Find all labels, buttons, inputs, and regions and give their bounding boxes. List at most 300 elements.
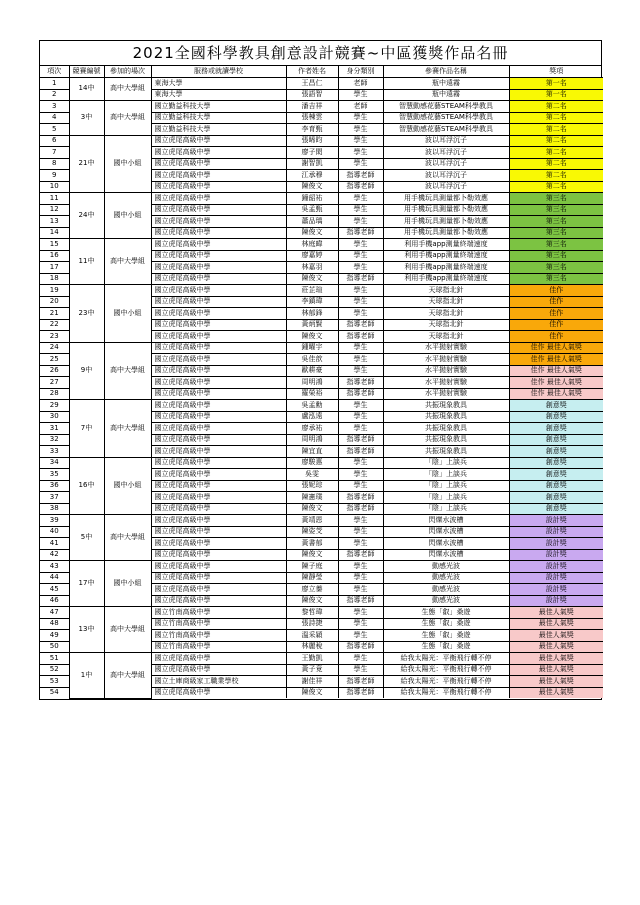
cell-work: 閃爍水波槽 <box>383 538 509 550</box>
cell-author: 江承穆 <box>286 170 338 182</box>
cell-school: 國立虎尾高級中學 <box>151 549 286 561</box>
cell-role: 指導老師 <box>338 377 383 389</box>
cell-role: 學生 <box>338 515 383 527</box>
cell-code: 1中 <box>69 653 104 699</box>
cell-no: 22 <box>40 319 69 331</box>
cell-award: 創意獎 <box>509 446 603 458</box>
cell-code: 17中 <box>69 561 104 607</box>
cell-work: 水平拋射實驗 <box>383 365 509 377</box>
cell-work: 智慧動感花藝STEAM科學教具 <box>383 101 509 113</box>
cell-no: 3 <box>40 101 69 113</box>
cell-author: 鍾曜宇 <box>286 342 338 354</box>
cell-role: 學生 <box>338 664 383 676</box>
cell-award: 第一名 <box>509 89 603 101</box>
cell-award: 佳作 最佳人氣獎 <box>509 377 603 389</box>
cell-school: 國立虎尾高級中學 <box>151 365 286 377</box>
cell-role: 指導老師 <box>338 676 383 688</box>
cell-session: 高中大學組 <box>104 607 151 653</box>
cell-school: 國立虎尾高級中學 <box>151 227 286 239</box>
cell-school: 國立勤益科技大學 <box>151 124 286 136</box>
cell-school: 國立虎尾高級中學 <box>151 170 286 182</box>
cell-author: 陳俊文 <box>286 273 338 285</box>
cell-role: 學生 <box>338 112 383 124</box>
cell-work: 利用手機app測量終端速度 <box>383 262 509 274</box>
cell-author: 李鎮瑋 <box>286 296 338 308</box>
cell-role: 學生 <box>338 342 383 354</box>
cell-role: 指導老師 <box>338 446 383 458</box>
cell-author: 周明鴻 <box>286 377 338 389</box>
cell-award: 第二名 <box>509 181 603 193</box>
cell-school: 國立虎尾高級中學 <box>151 687 286 698</box>
table-row <box>40 78 603 90</box>
cell-no: 12 <box>40 204 69 216</box>
cell-work: 共振現象教具 <box>383 446 509 458</box>
cell-author: 黃書郁 <box>286 538 338 550</box>
cell-work: 動感光波 <box>383 561 509 573</box>
cell-role: 學生 <box>338 607 383 619</box>
cell-session: 國中小組 <box>104 285 151 343</box>
cell-school: 國立虎尾高級中學 <box>151 423 286 435</box>
cell-school: 國立虎尾高級中學 <box>151 411 286 423</box>
cell-award: 最佳人氣獎 <box>509 653 603 665</box>
cell-author: 吳雯 <box>286 469 338 481</box>
cell-code: 16中 <box>69 457 104 515</box>
cell-work: 利用手機app測量終端速度 <box>383 250 509 262</box>
cell-no: 27 <box>40 377 69 389</box>
cell-award: 佳作 最佳人氣獎 <box>509 388 603 400</box>
cell-award: 創意獎 <box>509 457 603 469</box>
cell-author: 廖承祐 <box>286 423 338 435</box>
cell-award: 創意獎 <box>509 469 603 481</box>
cell-work: 波以耳浮沉子 <box>383 158 509 170</box>
cell-role: 指導老師 <box>338 492 383 504</box>
cell-work: 「陰」上談兵 <box>383 503 509 515</box>
cell-work: 「陰」上談兵 <box>383 480 509 492</box>
cell-work: 天球指北針 <box>383 308 509 320</box>
cell-school: 國立虎尾高級中學 <box>151 584 286 596</box>
cell-role: 學生 <box>338 526 383 538</box>
cell-author: 黎哲瑋 <box>286 607 338 619</box>
table-row <box>40 515 603 527</box>
cell-award: 最佳人氣獎 <box>509 676 603 688</box>
cell-award: 第三名 <box>509 204 603 216</box>
cell-no: 10 <box>40 181 69 193</box>
cell-work: 「陰」上談兵 <box>383 492 509 504</box>
cell-role: 指導老師 <box>338 549 383 561</box>
cell-work: 水平拋射實驗 <box>383 388 509 400</box>
cell-work: 生態「叡」桑遊 <box>383 607 509 619</box>
cell-no: 42 <box>40 549 69 561</box>
cell-role: 學生 <box>338 135 383 147</box>
cell-school: 國立虎尾高級中學 <box>151 135 286 147</box>
cell-no: 35 <box>40 469 69 481</box>
cell-work: 共振現象教具 <box>383 434 509 446</box>
cell-school: 國立虎尾高級中學 <box>151 250 286 262</box>
cell-work: 閃爍水波槽 <box>383 526 509 538</box>
table-row <box>40 101 603 113</box>
cell-no: 37 <box>40 492 69 504</box>
cell-school: 國立虎尾高級中學 <box>151 446 286 458</box>
cell-award: 佳作 <box>509 308 603 320</box>
cell-author: 張妮琮 <box>286 480 338 492</box>
cell-no: 46 <box>40 595 69 607</box>
cell-role: 學生 <box>338 285 383 297</box>
cell-award: 創意獎 <box>509 503 603 515</box>
cell-work: 生態「叡」桑遊 <box>383 618 509 630</box>
cell-award: 第三名 <box>509 216 603 228</box>
cell-role: 學生 <box>338 584 383 596</box>
cell-award: 佳作 最佳人氣獎 <box>509 342 603 354</box>
cell-author: 張詩捷 <box>286 618 338 630</box>
cell-work: 給我太陽光：平衡飛行轉不停 <box>383 664 509 676</box>
cell-work: 共振現象教具 <box>383 423 509 435</box>
cell-school: 國立虎尾高級中學 <box>151 296 286 308</box>
cell-work: 智慧動感花藝STEAM科學教具 <box>383 112 509 124</box>
cell-author: 潘吉祥 <box>286 101 338 113</box>
header-row <box>40 66 603 78</box>
cell-award: 設計獎 <box>509 595 603 607</box>
cell-school: 國立竹南高級中學 <box>151 618 286 630</box>
cell-no: 11 <box>40 193 69 205</box>
cell-school: 國立虎尾高級中學 <box>151 388 286 400</box>
cell-work: 利用手機app測量終端速度 <box>383 273 509 285</box>
cell-no: 23 <box>40 331 69 343</box>
cell-award: 創意獎 <box>509 423 603 435</box>
cell-author: 歐耕豪 <box>286 365 338 377</box>
cell-author: 林郁鋒 <box>286 308 338 320</box>
cell-session: 國中小組 <box>104 193 151 239</box>
cell-work: 動感光波 <box>383 584 509 596</box>
cell-award: 第三名 <box>509 250 603 262</box>
cell-school: 國立虎尾高級中學 <box>151 193 286 205</box>
cell-role: 學生 <box>338 124 383 136</box>
cell-school: 國立虎尾高級中學 <box>151 664 286 676</box>
cell-code: 3中 <box>69 101 104 136</box>
cell-no: 29 <box>40 400 69 412</box>
cell-no: 38 <box>40 503 69 515</box>
cell-code: 21中 <box>69 135 104 193</box>
header-no: 項次 <box>40 66 69 78</box>
cell-no: 54 <box>40 687 69 698</box>
cell-no: 16 <box>40 250 69 262</box>
cell-author: 陳俊文 <box>286 687 338 698</box>
cell-no: 51 <box>40 653 69 665</box>
cell-award: 設計獎 <box>509 538 603 550</box>
cell-author: 溫采穎 <box>286 630 338 642</box>
cell-award: 最佳人氣獎 <box>509 618 603 630</box>
cell-role: 學生 <box>338 538 383 550</box>
cell-work: 閃爍水波槽 <box>383 549 509 561</box>
cell-award: 創意獎 <box>509 411 603 423</box>
cell-role: 學生 <box>338 193 383 205</box>
cell-no: 47 <box>40 607 69 619</box>
cell-role: 學生 <box>338 204 383 216</box>
cell-school: 國立虎尾高級中學 <box>151 561 286 573</box>
cell-author: 鐘韶祐 <box>286 193 338 205</box>
cell-work: 用手機玩具測量都卜勒效應 <box>383 216 509 228</box>
cell-session: 國中小組 <box>104 135 151 193</box>
cell-award: 創意獎 <box>509 492 603 504</box>
cell-role: 學生 <box>338 630 383 642</box>
cell-award: 佳作 <box>509 296 603 308</box>
cell-role: 指導老師 <box>338 388 383 400</box>
cell-school: 國立虎尾高級中學 <box>151 204 286 216</box>
cell-code: 9中 <box>69 342 104 400</box>
cell-school: 國立虎尾高級中學 <box>151 492 286 504</box>
cell-role: 學生 <box>338 89 383 101</box>
cell-work: 利用手機app測量終端速度 <box>383 239 509 251</box>
cell-work: 動感光波 <box>383 572 509 584</box>
cell-school: 國立虎尾高級中學 <box>151 308 286 320</box>
header-code: 競賽編號 <box>69 66 104 78</box>
cell-work: 波以耳浮沉子 <box>383 181 509 193</box>
cell-award: 設計獎 <box>509 515 603 527</box>
cell-award: 創意獎 <box>509 400 603 412</box>
cell-work: 用手機玩具測量都卜勒效應 <box>383 193 509 205</box>
cell-school: 國立虎尾高級中學 <box>151 181 286 193</box>
cell-award: 第三名 <box>509 227 603 239</box>
cell-school: 國立竹南高級中學 <box>151 641 286 653</box>
page-title: 2021全國科學教具創意設計競賽~中區獲獎作品名冊 <box>40 41 601 66</box>
cell-work: 波以耳浮沉子 <box>383 135 509 147</box>
cell-author: 蕭品瑀 <box>286 216 338 228</box>
cell-school: 東海大學 <box>151 89 286 101</box>
cell-no: 20 <box>40 296 69 308</box>
cell-author: 林嘉羽 <box>286 262 338 274</box>
cell-award: 第三名 <box>509 193 603 205</box>
header-role: 身分類別 <box>338 66 383 78</box>
cell-author: 陳俊文 <box>286 331 338 343</box>
cell-role: 指導老師 <box>338 227 383 239</box>
cell-school: 國立勤益科技大學 <box>151 101 286 113</box>
cell-school: 國立虎尾高級中學 <box>151 457 286 469</box>
cell-award: 設計獎 <box>509 572 603 584</box>
cell-award: 佳作 <box>509 331 603 343</box>
cell-author: 廖立蓁 <box>286 584 338 596</box>
cell-no: 48 <box>40 618 69 630</box>
cell-award: 佳作 最佳人氣獎 <box>509 365 603 377</box>
cell-no: 34 <box>40 457 69 469</box>
cell-school: 國立虎尾高級中學 <box>151 147 286 159</box>
cell-code: 11中 <box>69 239 104 285</box>
cell-author: 莊芷瑄 <box>286 285 338 297</box>
cell-no: 17 <box>40 262 69 274</box>
cell-school: 國立虎尾高級中學 <box>151 158 286 170</box>
cell-no: 6 <box>40 135 69 147</box>
cell-code: 5中 <box>69 515 104 561</box>
cell-role: 指導老師 <box>338 434 383 446</box>
cell-no: 33 <box>40 446 69 458</box>
cell-no: 18 <box>40 273 69 285</box>
cell-school: 國立虎尾高級中學 <box>151 434 286 446</box>
cell-no: 14 <box>40 227 69 239</box>
cell-author: 陳子庭 <box>286 561 338 573</box>
cell-role: 學生 <box>338 572 383 584</box>
cell-role: 學生 <box>338 469 383 481</box>
cell-role: 學生 <box>338 411 383 423</box>
cell-no: 44 <box>40 572 69 584</box>
cell-role: 學生 <box>338 561 383 573</box>
cell-no: 13 <box>40 216 69 228</box>
cell-school: 國立虎尾高級中學 <box>151 653 286 665</box>
cell-author: 張棟雲 <box>286 112 338 124</box>
cell-award: 第二名 <box>509 101 603 113</box>
cell-author: 陳靜瑩 <box>286 572 338 584</box>
cell-work: 動感光波 <box>383 595 509 607</box>
table-row <box>40 400 603 412</box>
cell-author: 陳憲璞 <box>286 492 338 504</box>
cell-school: 國立虎尾高級中學 <box>151 285 286 297</box>
cell-no: 7 <box>40 147 69 159</box>
cell-session: 高中大學組 <box>104 239 151 285</box>
table-row <box>40 193 603 205</box>
cell-no: 31 <box>40 423 69 435</box>
cell-author: 王勤凱 <box>286 653 338 665</box>
cell-award: 最佳人氣獎 <box>509 607 603 619</box>
cell-work: 閃爍水波槽 <box>383 515 509 527</box>
cell-no: 45 <box>40 584 69 596</box>
cell-author: 吳佳歆 <box>286 354 338 366</box>
cell-no: 15 <box>40 239 69 251</box>
cell-school: 國立虎尾高級中學 <box>151 239 286 251</box>
table-row <box>40 239 603 251</box>
cell-code: 13中 <box>69 607 104 653</box>
table-row <box>40 135 603 147</box>
cell-author: 陳俊文 <box>286 549 338 561</box>
cell-school: 國立虎尾高級中學 <box>151 216 286 228</box>
cell-school: 國立虎尾高級中學 <box>151 469 286 481</box>
cell-session: 國中小組 <box>104 457 151 515</box>
cell-work: 用手機玩具測量都卜勒效應 <box>383 227 509 239</box>
cell-role: 學生 <box>338 400 383 412</box>
cell-session: 高中大學組 <box>104 400 151 458</box>
cell-award: 第三名 <box>509 239 603 251</box>
cell-school: 國立虎尾高級中學 <box>151 515 286 527</box>
cell-award: 設計獎 <box>509 549 603 561</box>
cell-code: 7中 <box>69 400 104 458</box>
cell-author: 王昌仁 <box>286 78 338 90</box>
cell-work: 生態「叡」桑遊 <box>383 641 509 653</box>
cell-author: 盧泓遠 <box>286 411 338 423</box>
cell-award: 最佳人氣獎 <box>509 687 603 698</box>
cell-author: 黃炳賢 <box>286 319 338 331</box>
cell-role: 學生 <box>338 147 383 159</box>
cell-role: 學生 <box>338 216 383 228</box>
cell-work: 波以耳浮沉子 <box>383 147 509 159</box>
cell-author: 林庭暐 <box>286 239 338 251</box>
cell-role: 學生 <box>338 457 383 469</box>
cell-award: 第三名 <box>509 262 603 274</box>
cell-award: 第三名 <box>509 273 603 285</box>
cell-author: 陳俊文 <box>286 227 338 239</box>
cell-author: 陳俊文 <box>286 503 338 515</box>
cell-no: 50 <box>40 641 69 653</box>
cell-work: 用手機玩具測量都卜勒效應 <box>383 204 509 216</box>
cell-session: 高中大學組 <box>104 653 151 699</box>
cell-role: 學生 <box>338 423 383 435</box>
cell-award: 第一名 <box>509 78 603 90</box>
cell-no: 32 <box>40 434 69 446</box>
cell-session: 高中大學組 <box>104 515 151 561</box>
cell-author: 黃靖恩 <box>286 515 338 527</box>
award-table <box>40 66 603 699</box>
cell-author: 陳宜直 <box>286 446 338 458</box>
cell-school: 國立虎尾高級中學 <box>151 319 286 331</box>
cell-role: 指導老師 <box>338 273 383 285</box>
cell-school: 國立虎尾高級中學 <box>151 538 286 550</box>
cell-school: 國立土庫商級家工職業學校 <box>151 676 286 688</box>
cell-school: 國立虎尾高級中學 <box>151 480 286 492</box>
cell-school: 國立虎尾高級中學 <box>151 262 286 274</box>
cell-award: 第二名 <box>509 135 603 147</box>
cell-no: 1 <box>40 78 69 90</box>
header-school: 服務或就讀學校 <box>151 66 286 78</box>
cell-role: 學生 <box>338 618 383 630</box>
cell-code: 24中 <box>69 193 104 239</box>
cell-no: 36 <box>40 480 69 492</box>
cell-work: 水平拋射實驗 <box>383 342 509 354</box>
cell-award: 第二名 <box>509 147 603 159</box>
cell-school: 國立勤益科技大學 <box>151 112 286 124</box>
cell-award: 第二名 <box>509 170 603 182</box>
cell-school: 國立虎尾高級中學 <box>151 331 286 343</box>
cell-role: 學生 <box>338 250 383 262</box>
cell-award: 創意獎 <box>509 434 603 446</box>
cell-work: 智慧動感花藝STEAM科學教具 <box>383 124 509 136</box>
cell-no: 49 <box>40 630 69 642</box>
cell-award: 設計獎 <box>509 584 603 596</box>
cell-author: 謝智凱 <box>286 158 338 170</box>
table-row <box>40 285 603 297</box>
cell-work: 「陰」上談兵 <box>383 457 509 469</box>
cell-no: 30 <box>40 411 69 423</box>
cell-school: 國立虎尾高級中學 <box>151 400 286 412</box>
cell-work: 天球指北針 <box>383 285 509 297</box>
cell-session: 國中小組 <box>104 561 151 607</box>
cell-school: 國立竹南高級中學 <box>151 607 286 619</box>
cell-no: 40 <box>40 526 69 538</box>
cell-role: 指導老師 <box>338 170 383 182</box>
cell-work: 瓶中遠霧 <box>383 89 509 101</box>
cell-role: 指導老師 <box>338 595 383 607</box>
cell-author: 廖駿惠 <box>286 457 338 469</box>
cell-role: 指導老師 <box>338 687 383 698</box>
cell-award: 第二名 <box>509 158 603 170</box>
cell-no: 25 <box>40 354 69 366</box>
table-row <box>40 457 603 469</box>
cell-school: 國立虎尾高級中學 <box>151 377 286 389</box>
cell-no: 24 <box>40 342 69 354</box>
cell-role: 學生 <box>338 239 383 251</box>
cell-work: 天球指北針 <box>383 296 509 308</box>
cell-award: 佳作 <box>509 285 603 297</box>
table-row <box>40 653 603 665</box>
cell-author: 陳姿芠 <box>286 526 338 538</box>
cell-school: 國立虎尾高級中學 <box>151 503 286 515</box>
cell-role: 學生 <box>338 158 383 170</box>
cell-code: 23中 <box>69 285 104 343</box>
cell-work: 給我太陽光：平衡飛行轉不停 <box>383 653 509 665</box>
cell-work: 「陰」上談兵 <box>383 469 509 481</box>
cell-role: 學生 <box>338 480 383 492</box>
cell-award: 第二名 <box>509 112 603 124</box>
cell-author: 陳俊文 <box>286 181 338 193</box>
cell-author: 張語智 <box>286 89 338 101</box>
cell-session: 高中大學組 <box>104 78 151 101</box>
cell-role: 學生 <box>338 365 383 377</box>
cell-no: 5 <box>40 124 69 136</box>
cell-no: 26 <box>40 365 69 377</box>
